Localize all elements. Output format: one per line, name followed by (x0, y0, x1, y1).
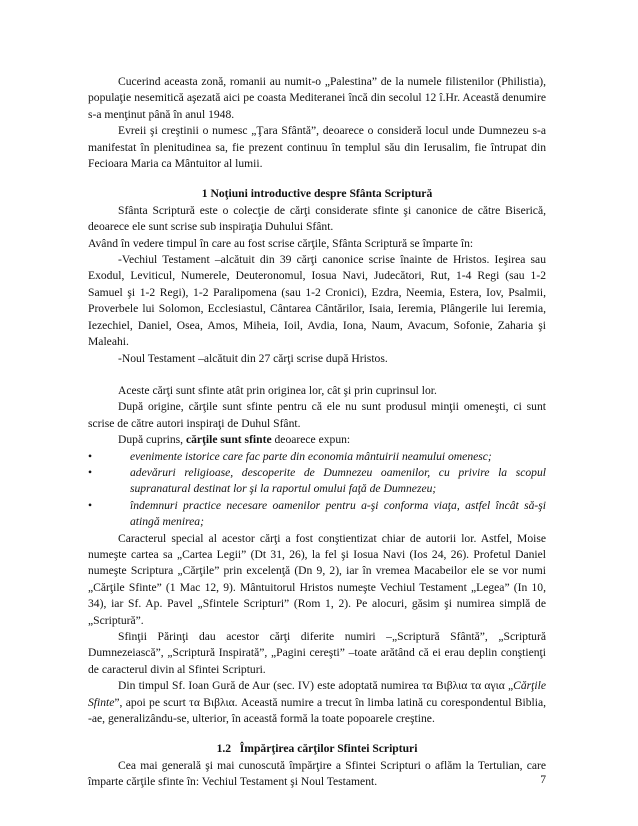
paragraph-holy-fathers: Sfinţii Părinţi dau acestor cărţi diferite numiri –„Scriptură Sfântă”, „Scriptură Dumnezeiască”, „Scriptură Inspirată”, „Pagini cereşti” –toate arătând că ei erau deplin conştienţi de caracterul divin al Sfintei Scripturi. (88, 630, 546, 676)
paragraph-holy-books: Aceste cărţi sunt sfinte atât prin originea lor, cât şi prin cuprinsul lor. (118, 383, 437, 397)
biblia-italic-text: Cărţile Sfinte (88, 679, 546, 709)
paragraph-new-testament: -Noul Testament –alcătuit din 27 cărţi scrise după Hristos. (118, 351, 388, 365)
list-item (88, 449, 546, 465)
section-heading-2 (88, 741, 546, 757)
paragraph-definition: Sfânta Scriptură este o colecţie de cărţi considerate sfinte şi canonice de către Biserică, deoarece ele sunt scrise sub inspiraţia Duhului Sfânt. (88, 203, 546, 234)
paragraph-palestina: Cucerind aceasta zonă, romanii au numit-o „Palestina” de la numele filistenilor (Philistia), populaţie nesemitică aşezată aici pe coasta Mediteranei încă din secolul 12 î.Hr. Această denumire s-a menţinut până în anul 1948. (88, 75, 546, 121)
bullet-text: evenimente istorice care fac parte din economia mântuirii neamului omenesc; (130, 449, 492, 463)
heading-2-text: Împărţirea cărţilor Sfintei Scripturi (239, 742, 418, 756)
content-tail-text: deoarece expun: (271, 433, 351, 447)
paragraph-division-tertulian: Cea mai generală şi mai cunoscută împărţire a Sfintei Scripturi o aflăm la Tertulian, care împarte cărţile sfinte în: Vechiul Testament şi Noul Testament. (88, 758, 546, 789)
paragraph-old-testament: -Vechiul Testament –alcătuit din 39 cărţi canonice scrise înainte de Hristos. Ieşirea sau Exodul, Leviticul, Numerele, Deuteronomul, Iosua Navi, Judecători, Rut, 1-4 Regi (sau 1-2 Samuel şi 1-2 Regi), 1-2 Paralipomena (sau 1-2 Cronici), Ezdra, Neemia, Estera, Iov, Psalmii, Proverbele lui Solomon, Ecclesiastul, Cântarea Cântărilor, Isaia, Ieremia, Plângerile lui Ieremia, Iezechiel, Daniel, Osea, Amos, Miheia, Ioil, Avdia, Iona, Naum, Avacum, Sofonie, Zaharia şi Maleahi. (88, 253, 546, 349)
biblia-text-b: ”, apoi pe scurt τα Βιβλια. Această numire a trecut în limba latină cu corespondentul Biblia, -ae, generalizându-se, ulterior, în această formă la toate popoarele creştine. (88, 695, 546, 726)
list-item (88, 498, 546, 531)
biblia-text-a: Din timpul Sf. Ioan Gură de Aur (sec. IV) este adoptată numirea τα Βιβλια τα αγια „ (118, 679, 514, 693)
paragraph-biblia-name (88, 678, 546, 727)
bullet-text: adevăruri religioase, descoperite de Dumnezeu oamenilor, cu privire la scopul supranatural destinat lor şi la raportul omului faţă de Dumnezeu; (130, 465, 546, 496)
heading-2-number: 1.2 (216, 742, 232, 756)
section-heading-1: 1 Noţiuni introductive despre Sfânta Scriptură (201, 187, 433, 201)
bullet-mark: • (88, 449, 93, 463)
bullet-text: îndemnuri practice necesare oamenilor pentru a-şi conforma viaţa, astfel încât să-şi atingă menirea; (130, 498, 546, 529)
content-bold-text: cărţile sunt sfinte (185, 433, 272, 447)
paragraph-division: Având în vedere timpul în care au fost scrise cărţile, Sfânta Scriptură se împarte în: (88, 236, 474, 250)
paragraph-tara-sfanta: Evreii şi creştinii o numesc „Ţara Sfântă”, deoarece o consideră locul unde Dumnezeu s-a manifestat în plenitudinea sa, fie prezent continuu în templul său din Ierusalim, fie întrupat din Fecioara Maria ca Mântuitor al lumii. (88, 124, 546, 171)
page-body (88, 74, 546, 791)
page-number: 7 (540, 773, 546, 786)
bullet-mark: • (88, 465, 93, 479)
paragraph-content (88, 432, 546, 448)
paragraph-origin: După origine, cărţile sunt sfinte pentru că ele nu sunt produsul minţii omeneşti, ci sunt scrise de către autori inspiraţi de Duhul Sfânt. (88, 400, 546, 430)
content-intro-text: După cuprins, (118, 433, 186, 447)
list-item (88, 465, 546, 498)
bullet-mark: • (88, 498, 93, 512)
paragraph-special-character: Caracterul special al acestor cărţi a fost conştientizat chiar de autorii lor. Astfel, Moise numeşte cartea sa „Cartea Legii” (Dt 31, 26), la fel şi Iosua Navi (Ios 24, 26). Profetul Daniel numeşte Scriptura „Cărţile” prin excelenţă (Dn 9, 2), iar în vremea Macabeilor ele se vor numi „Cărţile Sfinte” (1 Mac 12, 9). Mântuitorul Hristos numeşte Vechiul Testament „Legea” (In 10, 34), iar Sf. Ap. Pavel „Sfintele Scripturi” (Rom 1, 2). Pe alocuri, găsim şi numirea simplă de „Scriptură”. (88, 531, 546, 627)
